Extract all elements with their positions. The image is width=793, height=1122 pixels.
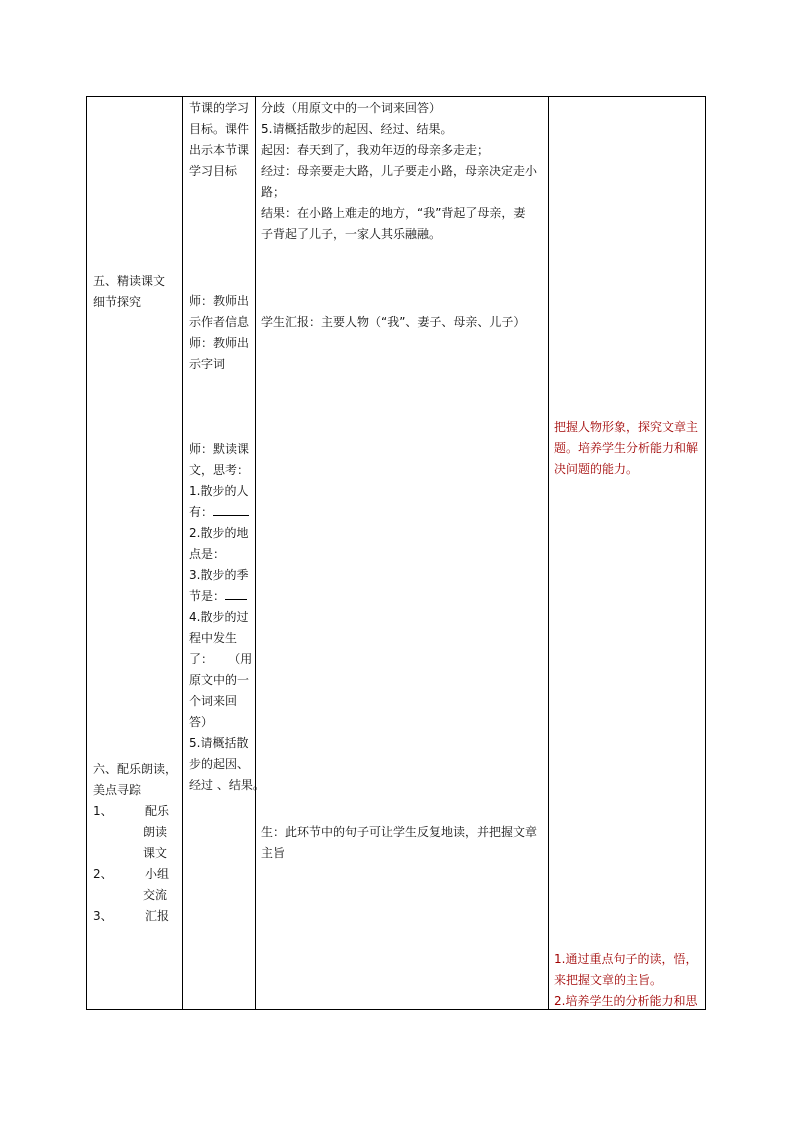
- intent-line: 来把握文章的主旨。: [554, 973, 663, 987]
- teacher-show-text: [189, 291, 249, 375]
- teacher-line: 示作者信息: [189, 315, 250, 329]
- question-line: 步的起因、: [189, 757, 250, 771]
- student-line: 起因：春天到了，我劝年迈的母亲多走走；: [261, 143, 490, 157]
- question-line: 点是：: [189, 547, 226, 561]
- stage-6-steps: [93, 801, 181, 927]
- student-answer-text: [261, 98, 537, 245]
- question-line: 答）: [189, 715, 214, 729]
- answer-blank: [213, 503, 249, 516]
- step-number: 2、: [93, 867, 113, 881]
- question-line: 经过 、结果。: [189, 778, 265, 792]
- column-divider: [548, 97, 549, 1009]
- step-item: [93, 864, 181, 906]
- step-item: [93, 906, 181, 927]
- question-line: 师：默读课: [189, 442, 250, 456]
- design-intent-2: [554, 949, 697, 1012]
- teacher-line: 学习目标: [189, 164, 238, 178]
- question-line: 5.请概括散: [189, 736, 249, 750]
- teacher-line: 师：教师出: [189, 294, 250, 308]
- step-number: 1、: [93, 804, 113, 818]
- stage-6-line: 美点寻踪: [93, 783, 142, 797]
- student-line: 结果：在小路上难走的地方，“我”背起了母亲，妻: [261, 206, 526, 220]
- student-reading-note: [261, 822, 537, 864]
- stage-5-heading: [93, 271, 165, 313]
- student-line: 路；: [261, 185, 286, 199]
- teacher-line: 示字词: [189, 357, 226, 371]
- question-line: 2.散步的地: [189, 526, 249, 540]
- intent-line: 2.培养学生的分析能力和思: [554, 994, 698, 1008]
- design-intent-1: [554, 417, 698, 480]
- teacher-line: 出示本节课: [189, 143, 250, 157]
- step-number: 3、: [93, 909, 113, 923]
- step-line: 配乐: [145, 804, 170, 818]
- step-line: 交流: [143, 888, 168, 902]
- answer-blank: [225, 587, 247, 600]
- intent-line: 题。培养学生分析能力和解: [554, 441, 699, 455]
- step-line: 朗读: [143, 825, 168, 839]
- student-report: [261, 312, 525, 333]
- intent-line: 1.通过重点句子的读，悟，: [554, 952, 698, 966]
- question-line: 了： （用: [189, 652, 253, 666]
- question-text: 有：: [189, 505, 214, 519]
- question-line: 文，思考：: [189, 463, 250, 477]
- teacher-line: 师：教师出: [189, 336, 250, 350]
- question-line: 4.散步的过: [189, 610, 249, 624]
- question-line: [189, 586, 265, 607]
- stage-6-line: 六、配乐朗读，: [93, 762, 178, 776]
- student-line: 分歧（用原文中的一个词来回答）: [261, 101, 442, 115]
- step-line: 课文: [143, 846, 168, 860]
- question-line: 个词来回: [189, 694, 238, 708]
- question-line: 3.散步的季: [189, 568, 249, 582]
- teacher-line: 目标。课件: [189, 122, 250, 136]
- lesson-plan-table: [86, 96, 706, 1010]
- step-item: [93, 801, 181, 864]
- column-divider: [182, 97, 183, 1009]
- student-line: 经过：母亲要走大路，儿子要走小路，母亲决定走小: [261, 164, 538, 178]
- teacher-goal-text: [189, 98, 249, 182]
- step-line: 小组: [145, 867, 170, 881]
- student-line: 学生汇报：主要人物（“我”、妻子、母亲、儿子）: [261, 315, 526, 329]
- stage-5-line: 细节探究: [93, 295, 142, 309]
- teacher-line: 节课的学习: [189, 101, 250, 115]
- teacher-questions: [189, 439, 265, 796]
- intent-line: 决问题的能力。: [554, 462, 639, 476]
- intent-line: 把握人物形象，探究文章主: [554, 420, 699, 434]
- question-line: [189, 502, 265, 523]
- stage-6-heading: [93, 759, 177, 801]
- student-line: 子背起了儿子，一家人其乐融融。: [261, 227, 442, 241]
- step-line: 汇报: [145, 909, 170, 923]
- stage-5-line: 五、精读课文: [93, 274, 166, 288]
- question-line: 程中发生: [189, 631, 238, 645]
- question-text: 节是：: [189, 589, 226, 603]
- student-line: 5.请概括散步的起因、经过、结果。: [261, 122, 453, 136]
- question-line: 1.散步的人: [189, 484, 249, 498]
- question-line: 原文中的一: [189, 673, 250, 687]
- student-line: 生：此环节中的句子可让学生反复地读，并把握文章: [261, 825, 538, 839]
- student-line: 主旨: [261, 846, 286, 860]
